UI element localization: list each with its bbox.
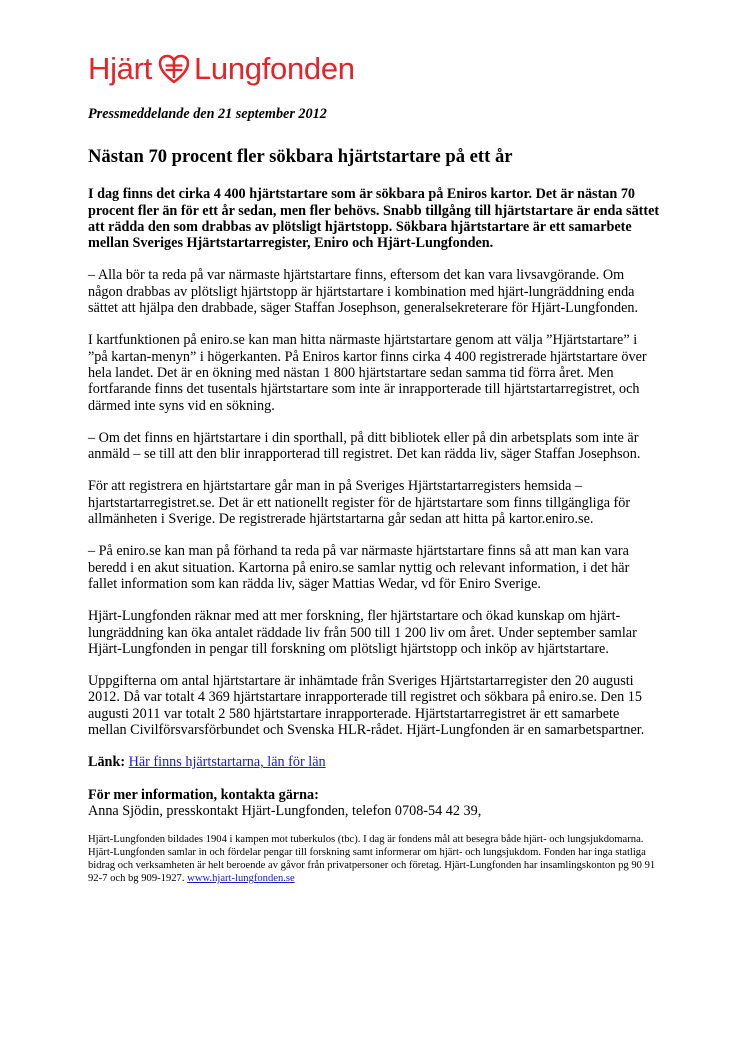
dateline: Pressmeddelande den 21 september 2012 [88,106,327,122]
contact-line: Anna Sjödin, presskontakt Hjärt-Lungfonden, telefon 0708-54 42 39, [88,802,482,819]
body-paragraph: I kartfunktionen på eniro.se kan man hitta närmaste hjärtstartare genom att välja ”Hjärtstartare” i ”på kartan-menyn” i högerkanten. På Eniros kartor finns cirka 4 400 registrerade hjärtstartare över hela landet. Det är en ökning med nästan 1 800 hjärtstartare sedan samma tid förra året. Men fortfarande finns det tusentals hjärtstartare som inte är inrapporterade till hjärtstartarregistret, och därmed inte syns vid en sökning. [88,332,647,414]
footer-about [88,833,660,885]
brand-name-left: Hjärt [88,51,152,86]
link-line [88,754,660,770]
lead-paragraph: I dag finns det cirka 4 400 hjärtstartare som är sökbara på Eniros kartor. Det är nästan 70 procent fler än för ett år sedan, men fler behövs. Snabb tillgång till hjärtstartare är enda sättet att rädda den som drabbas av plötsligt hjärtstopp. Sökbara hjärtstartare är ett samarbete mellan Sveriges Hjärtstartarregister, Eniro och Hjärt-Lungfonden. [88,186,660,252]
body-paragraph: – Om det finns en hjärtstartare i din sporthall, på ditt bibliotek eller på din arbetsplats som inte är anmäld – se till att den blir inrapporterad till registret. Det kan rädda liv, säger Staffan Josephson. [88,429,641,463]
contact-heading: För mer information, kontakta gärna: [88,786,319,803]
brand-logo [88,50,355,88]
footer-text: Hjärt-Lungfonden bildades 1904 i kampen mot tuberkulos (tbc). I dag är fondens mål att besegra både hjärt- och lungsjukdomarna. Hjärt-Lungfonden samlar in och fördelar pengar till forskning samt informerar om hjärt- och lungsjukdom. Fonden har inga statliga bidrag och verksamheten är helt beroende av gåvor från privatpersoner och företag. Hjärt-Lungfonden har insamlingskonton pg 90 91 92-7 och bg 909-1927. [88,834,656,885]
headline: Nästan 70 procent fler sökbara hjärtstartare på ett år [88,146,513,168]
body-paragraph: Hjärt-Lungfonden räknar med att mer forskning, fler hjärtstartare och ökad kunskap om hjärt-lungräddning kan öka antalet räddade liv från 500 till 1 200 liv om året. Under september samlar Hjärt-Lungfonden in pengar till forskning om plötsligt hjärtstopp och inköp av hjärtstartare. [88,608,637,657]
defibrillator-map-link[interactable]: Här finns hjärtstartarna, län för län [128,754,326,771]
link-label: Länk: [88,754,126,771]
website-link[interactable]: www.hjart-lungfonden.se [187,873,295,885]
body-paragraph: – Alla bör ta reda på var närmaste hjärtstartare finns, eftersom det kan vara livsavgörande. Om någon drabbas av plötsligt hjärtstopp är hjärtstartare i kombination med hjärt-lungräddning enda sättet att hjälpa den drabbade, säger Staffan Josephson, generalsekreterare för Hjärt-Lungfonden. [88,267,639,317]
body-paragraph: För att registrera en hjärtstartare går man in på Sveriges Hjärtstartarregisters hemsida – hjartstartarregistret.se. Det är ett nationellt register för de hjärtstartare som finns tillgängliga för allmänheten i Sverige. De registrerade hjärtstartarna går sedan att hitta på kartor.eniro.se. [88,478,631,528]
heart-lung-logo-icon [158,53,190,85]
brand-name-right: Lungfonden [193,51,355,86]
press-release [88,106,660,885]
body-paragraph: – På eniro.se kan man på förhand ta reda på var närmaste hjärtstartare finns så att man kan vara beredd i en akut situation. Kartorna på eniro.se samlar nyttig och relevant information, i det här fallet information som kan rädda liv, säger Mattias Wedar, vd för Eniro Sverige. [88,543,630,592]
body-paragraph: Uppgifterna om antal hjärtstartare är inhämtade från Sveriges Hjärtstartarregister den 20 augusti 2012. Då var totalt 4 369 hjärtstartare inrapporterade till registret och sökbara på eniro.se. Den 15 augusti 2011 var totalt 2 580 hjärtstartare inrapporterade. Hjärtstartarregistret är ett samarbete mellan Civilförsvarsförbundet och Svenska HLR-rådet. Hjärt-Lungfonden är en samarbetspartner. [88,673,645,739]
